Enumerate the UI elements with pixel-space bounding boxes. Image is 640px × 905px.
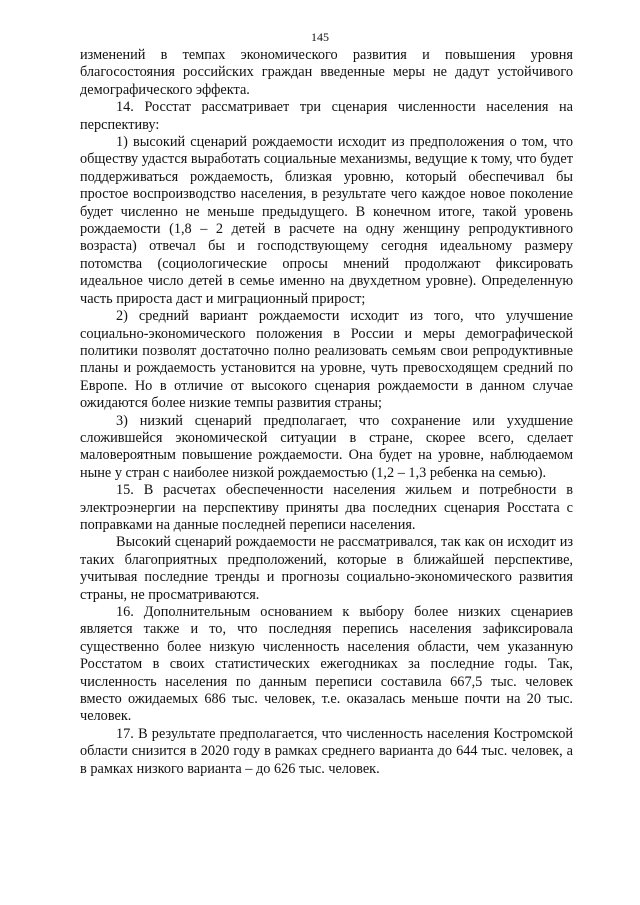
paragraph-15: 15. В расчетах обеспеченности населения жильем и потребности в электроэнергии на перспективу приняты два последних сценария Росстата с поправками на данные последней переписи населения. <box>80 482 573 533</box>
paragraph-high-scenario-note: Высокий сценарий рождаемости не рассматривался, так как он исходит из таких благоприятных предположений, которые в ближайшей перспективе, учитывая последние тренды и прогнозы социально-экономического развития страны, не просматриваются. <box>80 534 573 603</box>
paragraph-scenario-low: 3) низкий сценарий предполагает, что сохранение или ухудшение сложившейся экономической ситуации в стране, скорее всего, сделает маловероятным повышение рождаемости. Она будет на уровне, наблюдаемом ныне у стран с наиболее низкой рождаемостью (1,2 – 1,3 ребенка на семью). <box>80 412 573 481</box>
paragraph-scenario-high: 1) высокий сценарий рождаемости исходит из предположения о том, что обществу удастся выработать социальные механизмы, ведущие к тому, что будет поддерживаться рождаемость, близкая уровню, который обеспечивал бы простое воспроизводство населения, в результате чего каждое новое поколение будет численно не меньше предыдущего. В конечном итоге, такой уровень рождаемости (1,8 – 2 детей в расчете на одну женщину репродуктивного возраста) отвечал бы и господствующему сегодня идеальному размеру потомства (социологические опросы мнений продолжают фиксировать идеальное число детей в семье именно на двухдетном уровне). Определенную часть прироста даст и миграционный прирост; <box>80 134 573 307</box>
paragraph-16: 16. Дополнительным основанием к выбору более низких сценариев является также и то, что последняя перепись населения зафиксировала существенно более низкую численность населения области, чем указанную Росстатом в своих статистических ежегодниках за последние годы. Так, численность населения по данным переписи составила 667,5 тыс. человек вместо ожидаемых 686 тыс. человек, т.е. оказалась меньше почти на 20 тыс. человек. <box>80 604 573 725</box>
paragraph-continuation: изменений в темпах экономического развития и повышения уровня благосостояния российских граждан введенные меры не дадут устойчивого демографического эффекта. <box>80 47 573 98</box>
document-body <box>80 47 573 778</box>
paragraph-scenario-medium: 2) средний вариант рождаемости исходит из того, что улучшение социально-экономического положения в России и меры демографической политики позволят достаточно полно реализовать семьям свои репродуктивные планы и рождаемость установится на уровне, чуть превосходящем средний по Европе. Но в отличие от высокого сценария рождаемости в данном случае ожидаются более низкие темпы развития страны; <box>80 308 573 412</box>
paragraph-14: 14. Росстат рассматривает три сценария численности населения на перспективу: <box>80 99 573 133</box>
paragraph-17: 17. В результате предполагается, что численность населения Костромской области снизится в 2020 году в рамках среднего варианта до 644 тыс. человек, а в рамках низкого варианта – до 626 тыс. человек. <box>80 725 573 777</box>
page-number: 145 <box>311 30 329 44</box>
